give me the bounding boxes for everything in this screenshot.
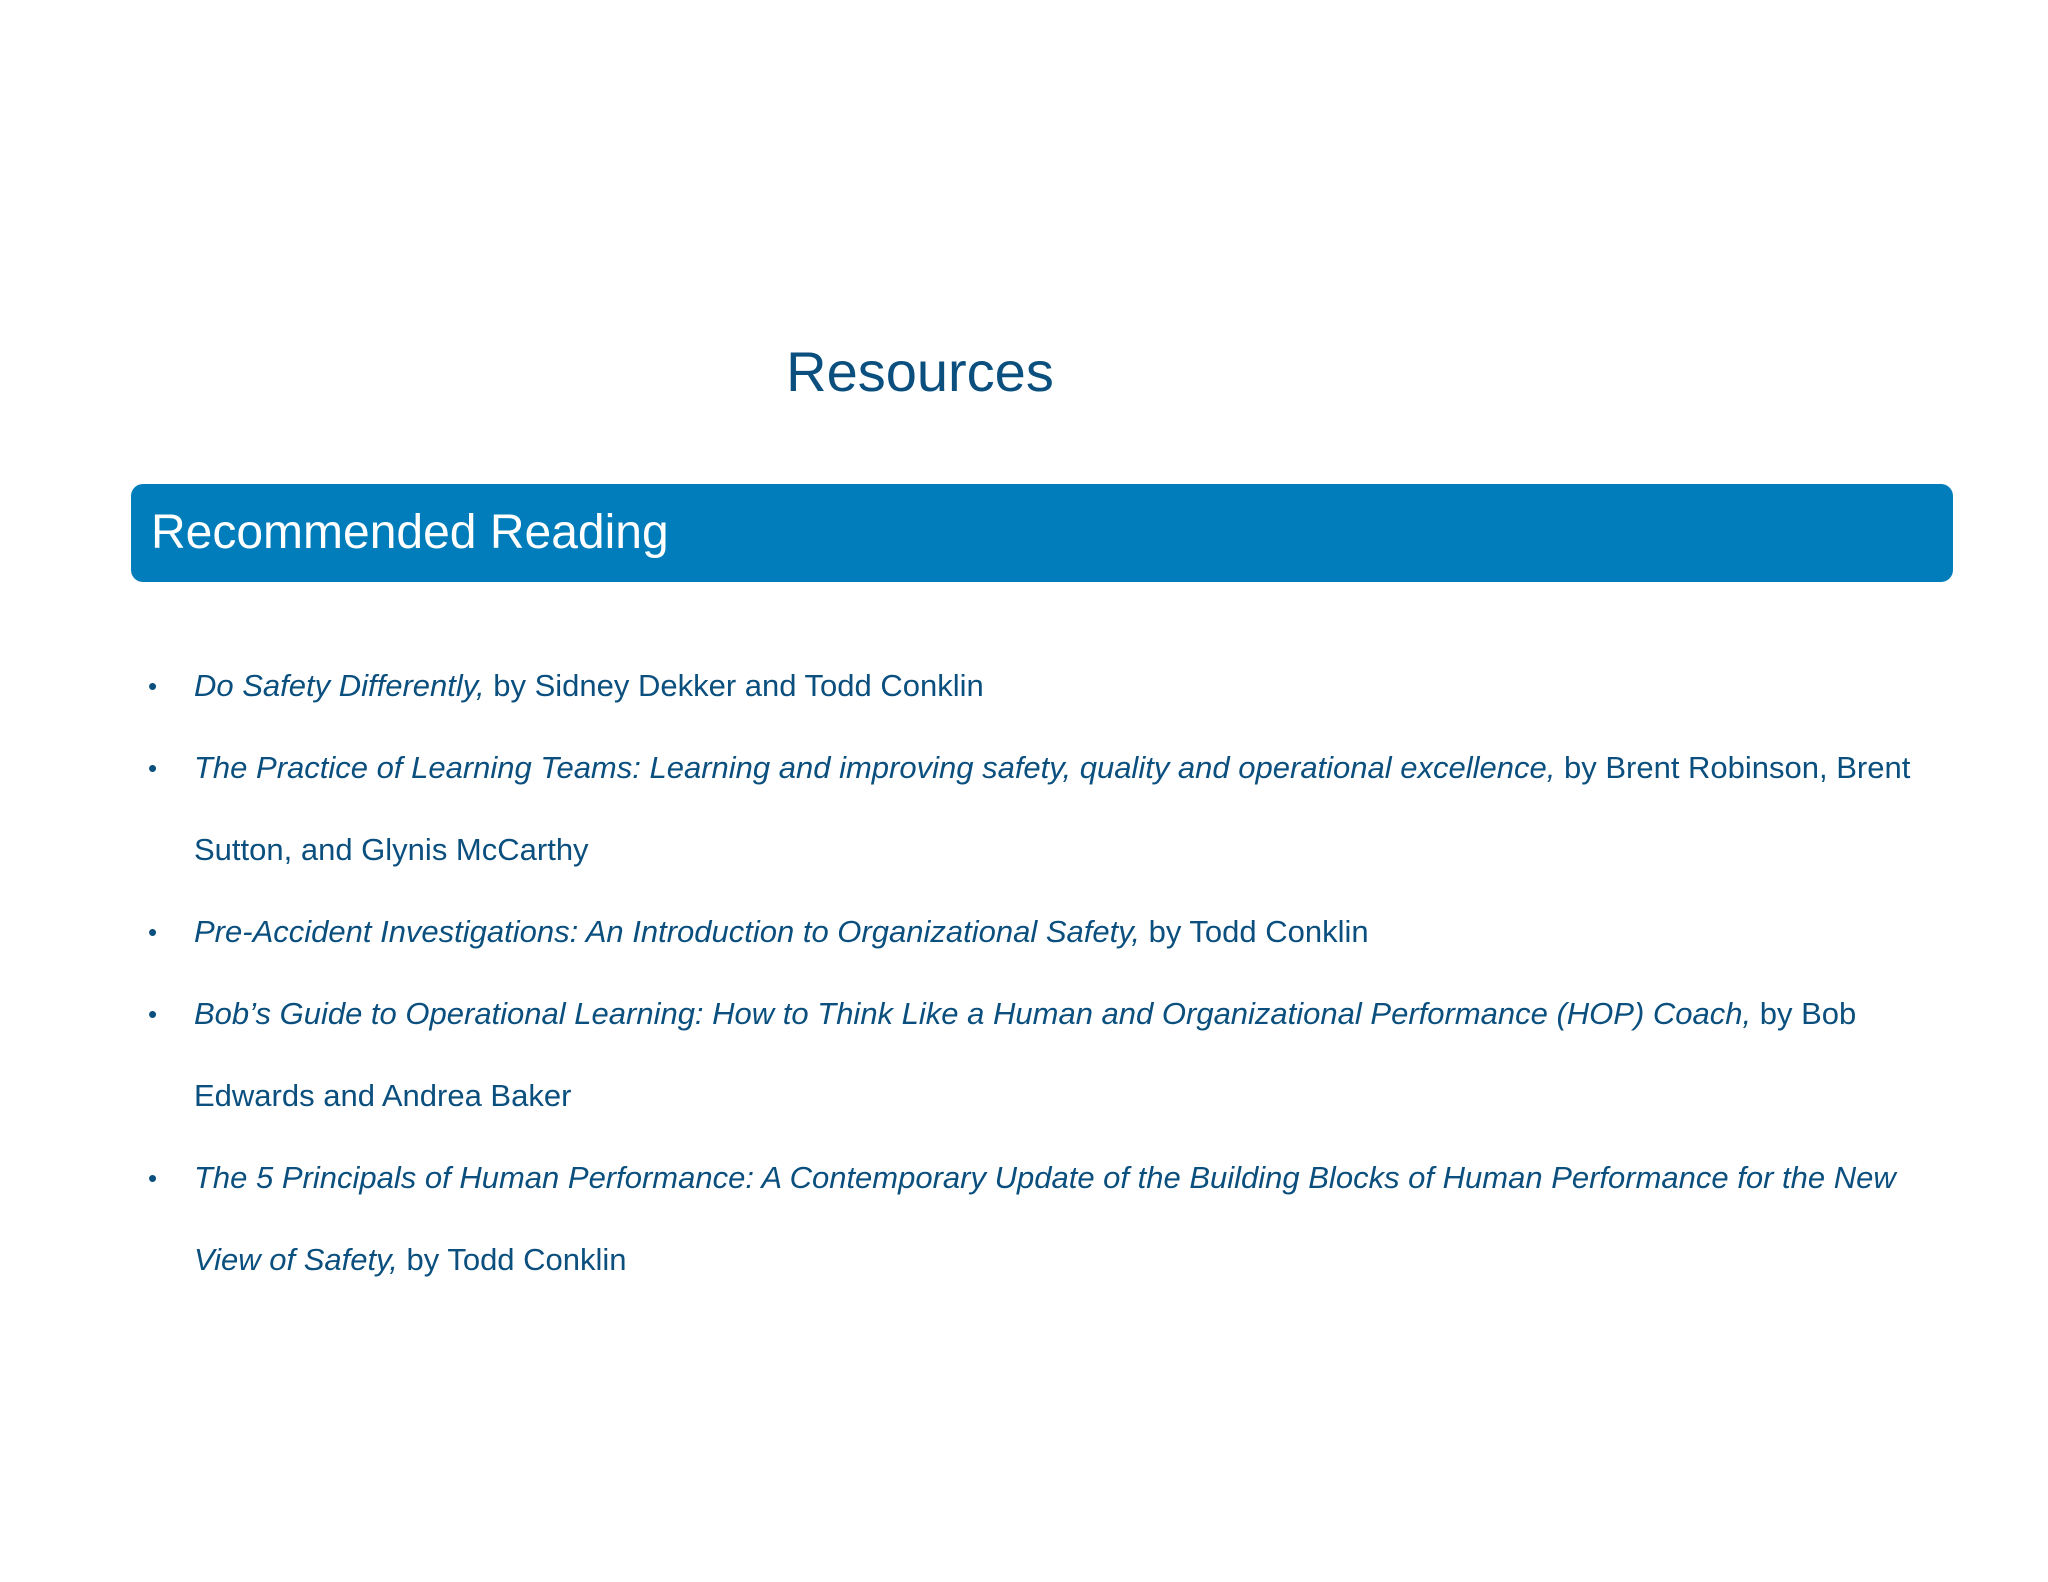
- book-title: Bob’s Guide to Operational Learning: How to Think Like a Human and Organizational Performance (HOP) Coach,: [194, 996, 1752, 1031]
- reading-list-item: [148, 645, 1948, 727]
- reading-list-item: [148, 1137, 1948, 1301]
- book-title: The Practice of Learning Teams: Learning and improving safety, quality and operational excellence,: [194, 750, 1556, 785]
- bullet: •: [148, 999, 158, 1029]
- book-title: Do Safety Differently,: [194, 668, 485, 703]
- reading-list-item: [148, 891, 1948, 973]
- book-title: Pre-Accident Investigations: An Introduction to Organizational Safety,: [194, 914, 1141, 949]
- bullet: •: [148, 1163, 158, 1193]
- section-title: Recommended Reading: [151, 506, 669, 559]
- reading-list-item: [148, 973, 1948, 1137]
- bullet: •: [148, 753, 158, 783]
- book-byline: by Bob Edwards and Andrea Baker: [194, 996, 1857, 1113]
- page-title: Resources: [786, 340, 1054, 403]
- book-title: The 5 Principals of Human Performance: A Contemporary Update of the Building Blocks of Human Performance for the New View of Safety,: [194, 1160, 1896, 1277]
- reading-list-item: [148, 727, 1948, 891]
- book-byline: by Sidney Dekker and Todd Conklin: [484, 668, 984, 703]
- reading-list: [148, 645, 1948, 1301]
- bullet: •: [148, 671, 158, 701]
- bullet: •: [148, 917, 158, 947]
- book-byline: by Todd Conklin: [1140, 914, 1369, 949]
- book-byline: by Brent Robinson, Brent Sutton, and Glynis McCarthy: [194, 750, 1911, 867]
- book-byline: by Todd Conklin: [397, 1242, 627, 1277]
- section-banner: [131, 484, 1953, 582]
